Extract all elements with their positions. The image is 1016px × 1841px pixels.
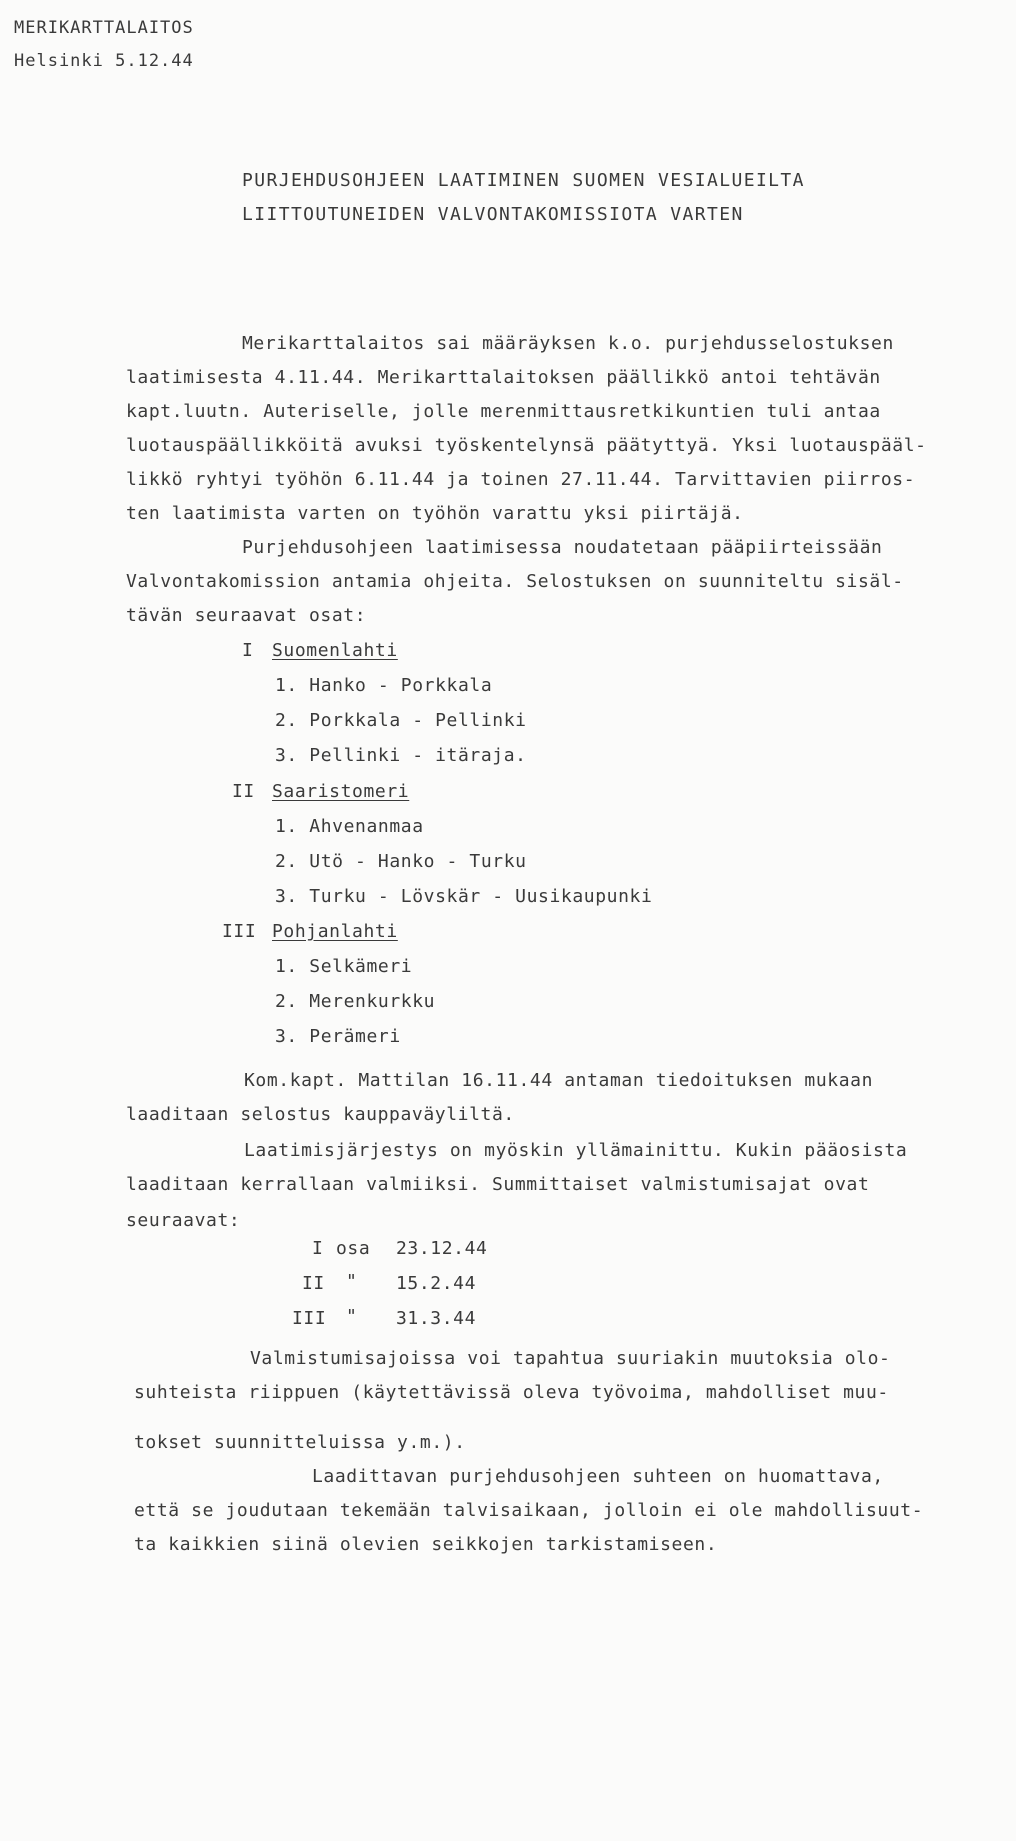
paragraph-4-line-1: Laatimisjärjestys on myöskin yllämainittu. Kukin pääosista <box>244 1140 908 1161</box>
paragraph-1-line-6: ten laatimista varten on työhön varattu yksi piirtäjä. <box>126 503 744 524</box>
section-2-name: Saaristomeri <box>272 781 410 802</box>
organization-name: MERIKARTTALAITOS <box>14 18 194 38</box>
schedule-part-1: I <box>312 1238 324 1259</box>
paragraph-3-line-2: laaditaan selostus kauppaväyliltä. <box>126 1104 515 1125</box>
paragraph-2-line-1: Purjehdusohjeen laatimisessa noudatetaan pääpiirteissään <box>242 537 883 558</box>
schedule-date-2: 15.2.44 <box>396 1273 477 1294</box>
title-line-2: LIITTOUTUNEIDEN VALVONTAKOMISSIOTA VARTEN <box>242 204 744 225</box>
section-3-number: III <box>222 921 257 942</box>
section-2-item-3: 3. Turku - Lövskär - Uusikaupunki <box>275 886 653 907</box>
paragraph-1-line-4: luotauspäällikköitä avuksi työskentelynsä päätyttyä. Yksi luotauspääl- <box>126 435 927 456</box>
paragraph-5-line-3: tokset suunnitteluissa y.m.). <box>134 1432 466 1453</box>
schedule-mark-3: " <box>346 1306 358 1327</box>
schedule-part-3: III <box>292 1308 327 1329</box>
paragraph-4-line-2: laaditaan kerrallaan valmiiksi. Summittaiset valmistumisajat ovat <box>126 1174 870 1195</box>
paragraph-5-line-1: Valmistumisajoissa voi tapahtua suuriakin muutoksia olo- <box>250 1348 891 1369</box>
paragraph-1-line-1: Merikarttalaitos sai määräyksen k.o. purjehdusselostuksen <box>242 333 894 354</box>
schedule-mark-1: osa <box>336 1238 371 1259</box>
section-1-item-3: 3. Pellinki - itäraja. <box>275 745 527 766</box>
schedule-mark-2: " <box>346 1271 358 1292</box>
paragraph-3-line-1: Kom.kapt. Mattilan 16.11.44 antaman tiedoituksen mukaan <box>244 1070 874 1091</box>
paragraph-1-line-3: kapt.luutn. Auteriselle, jolle merenmittausretkikuntien tuli antaa <box>126 401 881 422</box>
section-1-name: Suomenlahti <box>272 640 398 661</box>
section-2-item-1: 1. Ahvenanmaa <box>275 816 424 837</box>
section-2-item-2: 2. Utö - Hanko - Turku <box>275 851 527 872</box>
paragraph-1-line-2: laatimisesta 4.11.44. Merikarttalaitoksen päällikkö antoi tehtävän <box>126 367 881 388</box>
section-2-number: II <box>232 781 255 802</box>
section-3-name: Pohjanlahti <box>272 921 398 942</box>
schedule-date-1: 23.12.44 <box>396 1238 488 1259</box>
paragraph-6-line-2: että se joudutaan tekemään talvisaikaan, jolloin ei ole mahdollisuut- <box>134 1500 924 1521</box>
section-1-item-1: 1. Hanko - Porkkala <box>275 675 493 696</box>
section-3-item-3: 3. Perämeri <box>275 1026 401 1047</box>
schedule-part-2: II <box>302 1273 325 1294</box>
title-line-1: PURJEHDUSOHJEEN LAATIMINEN SUOMEN VESIALUEILTA <box>242 170 805 191</box>
paragraph-4-line-3: seuraavat: <box>126 1210 241 1231</box>
section-3-item-1: 1. Selkämeri <box>275 956 413 977</box>
paragraph-6-line-3: ta kaikkien siinä olevien seikkojen tarkistamiseen. <box>134 1534 718 1555</box>
paragraph-2-line-3: tävän seuraavat osat: <box>126 605 367 626</box>
paragraph-2-line-2: Valvontakomission antamia ohjeita. Selostuksen on suunniteltu sisäl- <box>126 571 904 592</box>
place-date: Helsinki 5.12.44 <box>14 51 194 71</box>
paragraph-5-line-2: suhteista riippuen (käytettävissä oleva työvoima, mahdolliset muu- <box>134 1382 889 1403</box>
paragraph-6-line-1: Laadittavan purjehdusohjeen suhteen on huomattava, <box>312 1466 884 1487</box>
section-1-item-2: 2. Porkkala - Pellinki <box>275 710 527 731</box>
section-3-item-2: 2. Merenkurkku <box>275 991 436 1012</box>
section-1-number: I <box>242 640 254 661</box>
paragraph-1-line-5: likkö ryhtyi työhön 6.11.44 ja toinen 27.11.44. Tarvittavien piirros- <box>126 469 916 490</box>
schedule-date-3: 31.3.44 <box>396 1308 477 1329</box>
